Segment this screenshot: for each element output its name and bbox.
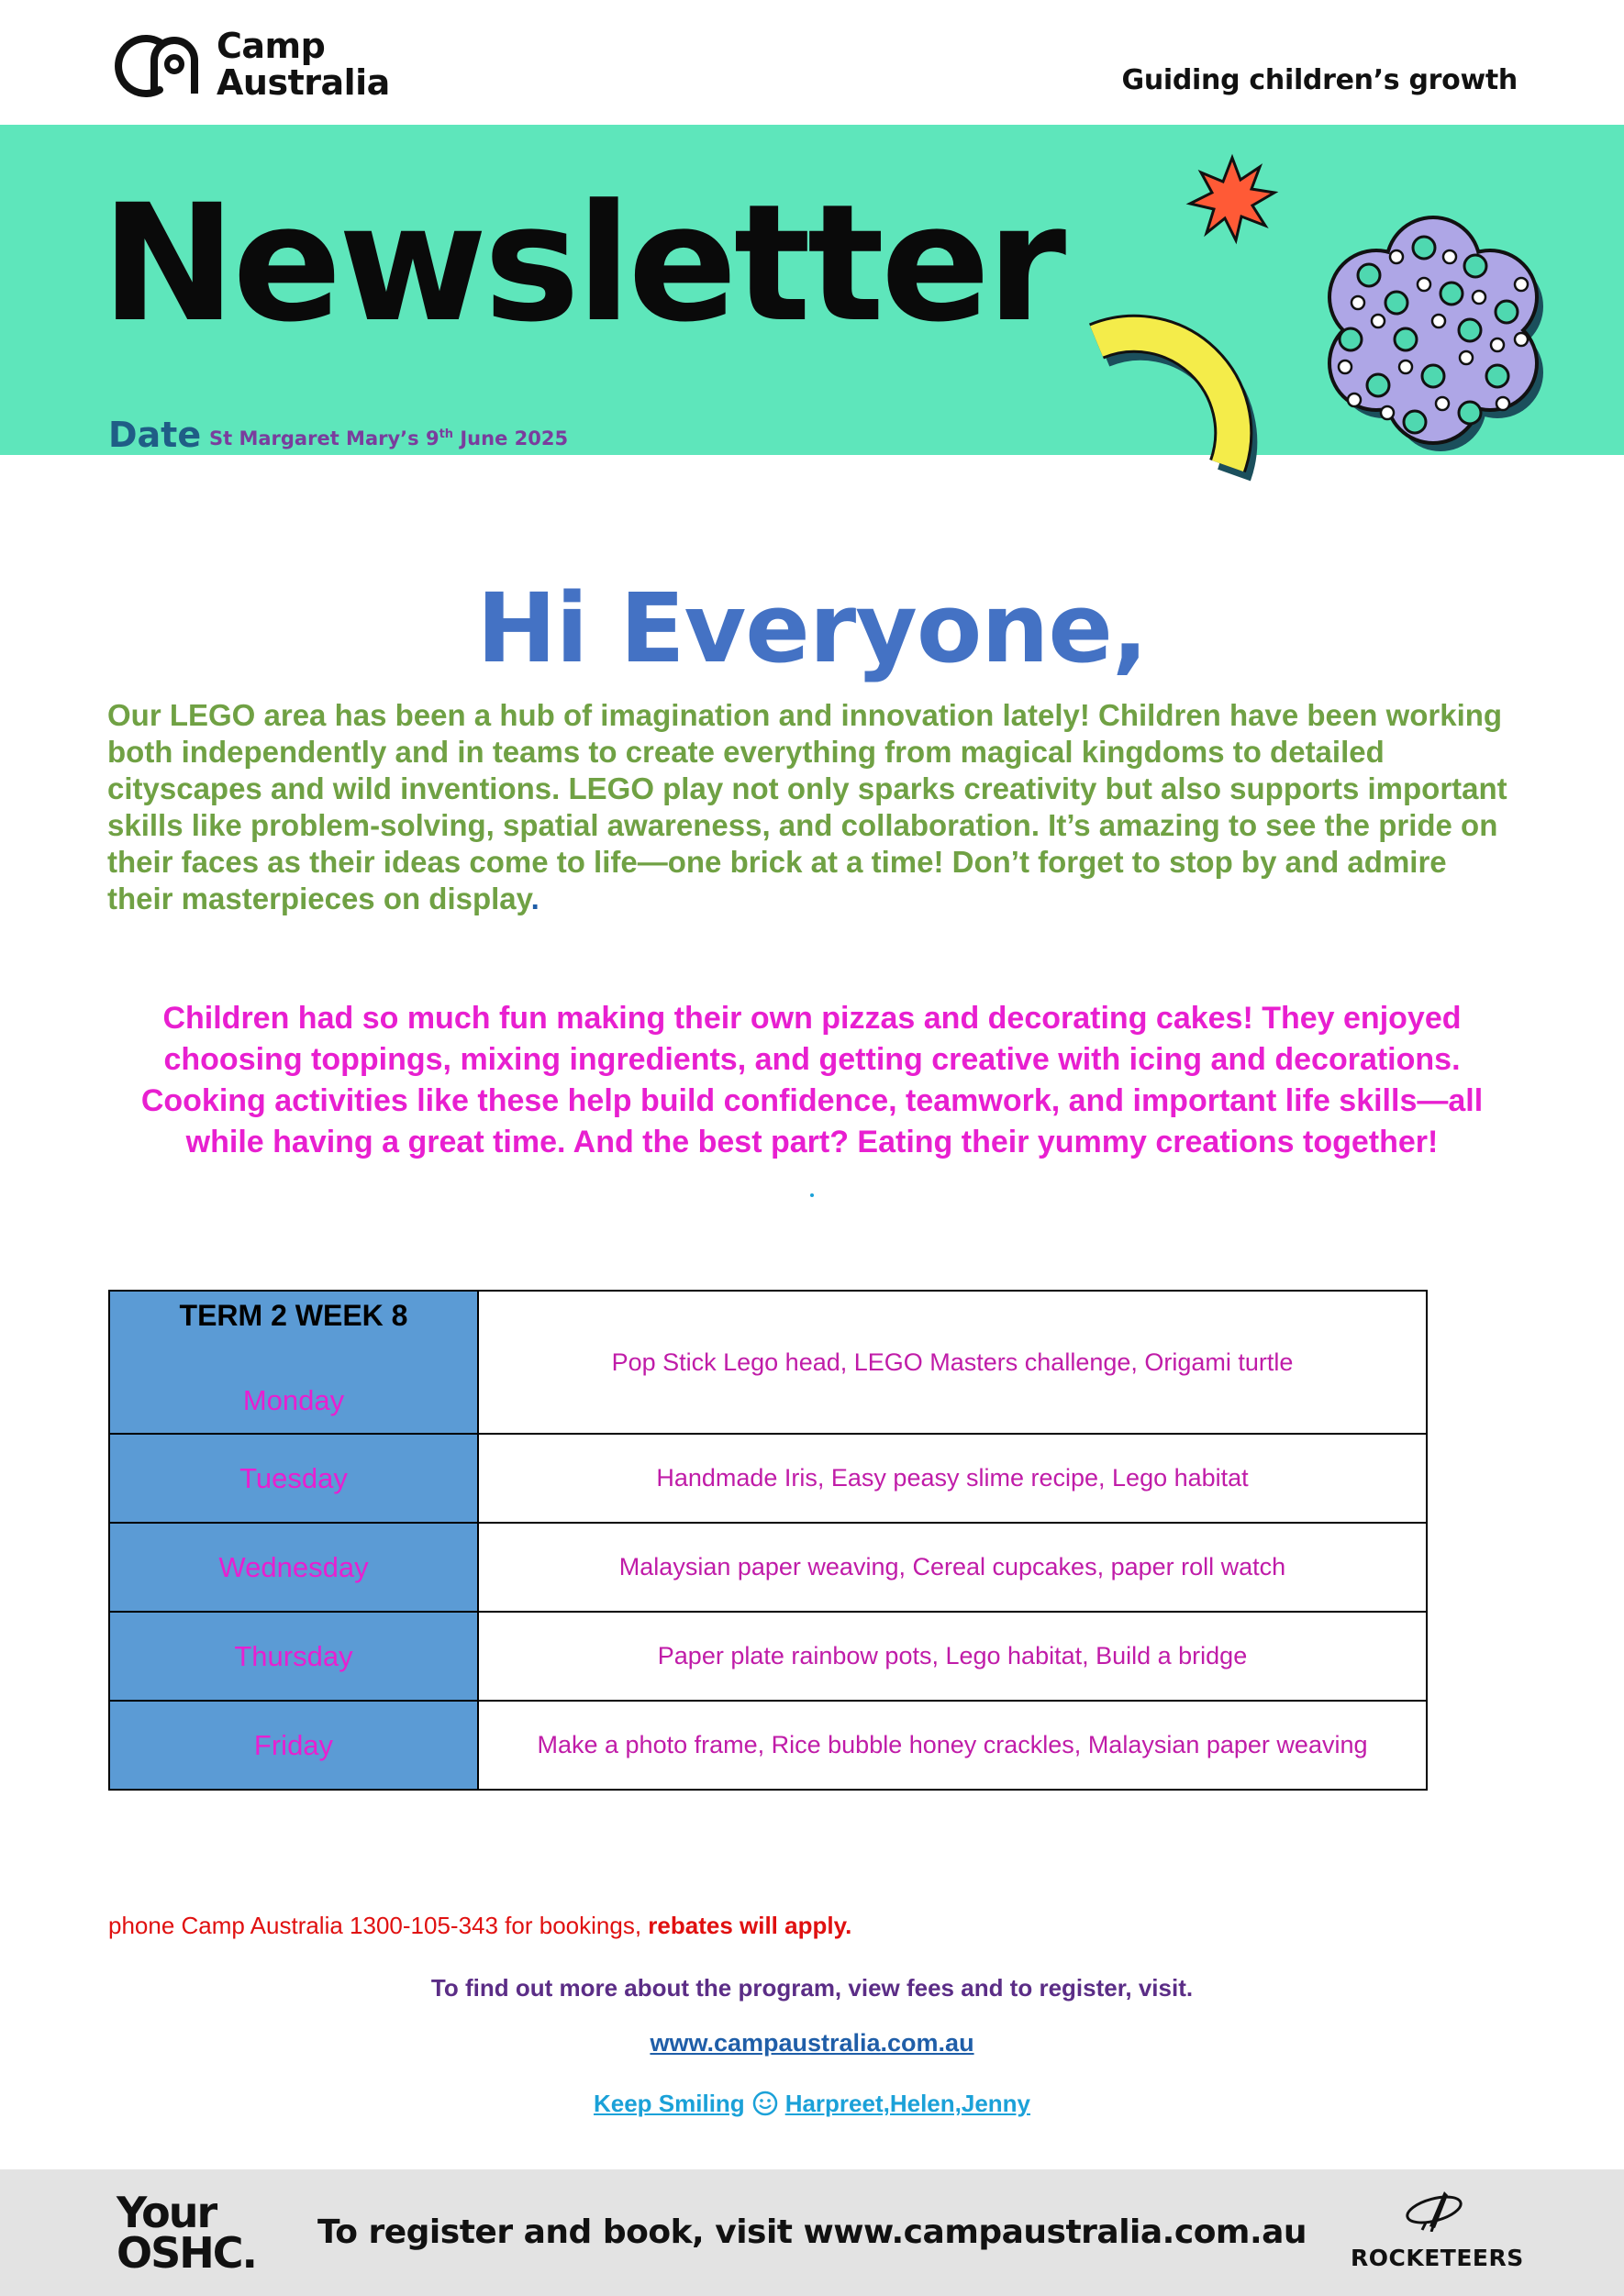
day-cell: Thursday xyxy=(109,1612,478,1701)
register-text: To register and book, visit www.campaustralia.com.au xyxy=(317,2213,1307,2251)
day-cell: Tuesday xyxy=(109,1434,478,1523)
smiley-icon xyxy=(752,2091,778,2116)
activities-cell: Paper plate rainbow pots, Lego habitat, Build a bridge xyxy=(478,1612,1427,1701)
your-oshc-logo: Your OSHC. xyxy=(117,2188,256,2278)
decorative-shapes xyxy=(1055,147,1606,495)
day-cell: Wednesday xyxy=(109,1523,478,1612)
website-link[interactable]: www.campaustralia.com.au xyxy=(650,2029,974,2057)
cooking-paragraph: Children had so much fun making their own pizzas and decorating cakes! They enjoyed choosing toppings, mixing ingredients, and getting creative with icing and decorations. Cooking activities like these help build confidence, teamwork, and important life skills—all while having a great time. And the best part? Eating their yummy creations together! xyxy=(140,1001,1484,1159)
rocketeers-logo-text: ROCKETEERS xyxy=(1351,2245,1524,2271)
date-label: Date xyxy=(108,415,202,455)
more-info-text: To find out more about the program, view fees and to register, visit. xyxy=(430,1974,1194,2002)
term-heading: TERM 2 WEEK 8 xyxy=(179,1298,408,1332)
day-label: Monday xyxy=(242,1383,345,1416)
weekly-schedule-table xyxy=(108,1290,1428,1791)
activities-cell: Pop Stick Lego head, LEGO Masters challenge, Origami turtle xyxy=(478,1291,1427,1434)
table-row xyxy=(109,1523,1427,1612)
greeting-heading: Hi Everyone, xyxy=(476,572,1148,684)
brand-name xyxy=(217,28,390,101)
starburst-icon xyxy=(1190,158,1274,240)
table-row xyxy=(109,1434,1427,1523)
phone-bookings-text: phone Camp Australia 1300-105-343 for bookings, rebates will apply. xyxy=(108,1912,852,1939)
newsletter-title: Newsletter xyxy=(101,170,1063,358)
day-cell xyxy=(109,1291,478,1434)
signoff-link[interactable]: Keep Smiling Harpreet,Helen,Jenny xyxy=(593,2090,1031,2117)
table-row xyxy=(109,1291,1427,1434)
day-cell: Friday xyxy=(109,1701,478,1790)
rocket-icon xyxy=(1402,2186,1466,2232)
brand-line-2: Australia xyxy=(217,62,390,103)
small-dot xyxy=(809,1192,815,1198)
activities-cell: Make a photo frame, Rice bubble honey crackles, Malaysian paper weaving xyxy=(478,1701,1427,1790)
brand-line-1: Camp xyxy=(217,26,326,66)
activities-cell: Handmade Iris, Easy peasy slime recipe, Lego habitat xyxy=(478,1434,1427,1523)
arc-shape-icon xyxy=(1096,334,1240,475)
table-row xyxy=(109,1612,1427,1701)
flower-shape-icon xyxy=(1328,216,1543,451)
table-row xyxy=(109,1701,1427,1790)
lego-paragraph: Our LEGO area has been a hub of imagination and innovation lately! Children have been working both independently and in teams to create everything from magical kingdoms to detailed cityscapes and wild inventions. LEGO play not only sparks creativity but also supports important skills like problem-solving, spatial awareness, and collaboration. It’s amazing to see the pride on their faces as their ideas come to life—one brick at a time! Don’t forget to stop by and admire their masterpieces on display. xyxy=(107,698,1507,915)
date-value: St Margaret Mary’s 9th June 2025 xyxy=(209,427,569,449)
tagline: Guiding children’s growth xyxy=(1121,64,1518,96)
activities-cell: Malaysian paper weaving, Cereal cupcakes, paper roll watch xyxy=(478,1523,1427,1612)
